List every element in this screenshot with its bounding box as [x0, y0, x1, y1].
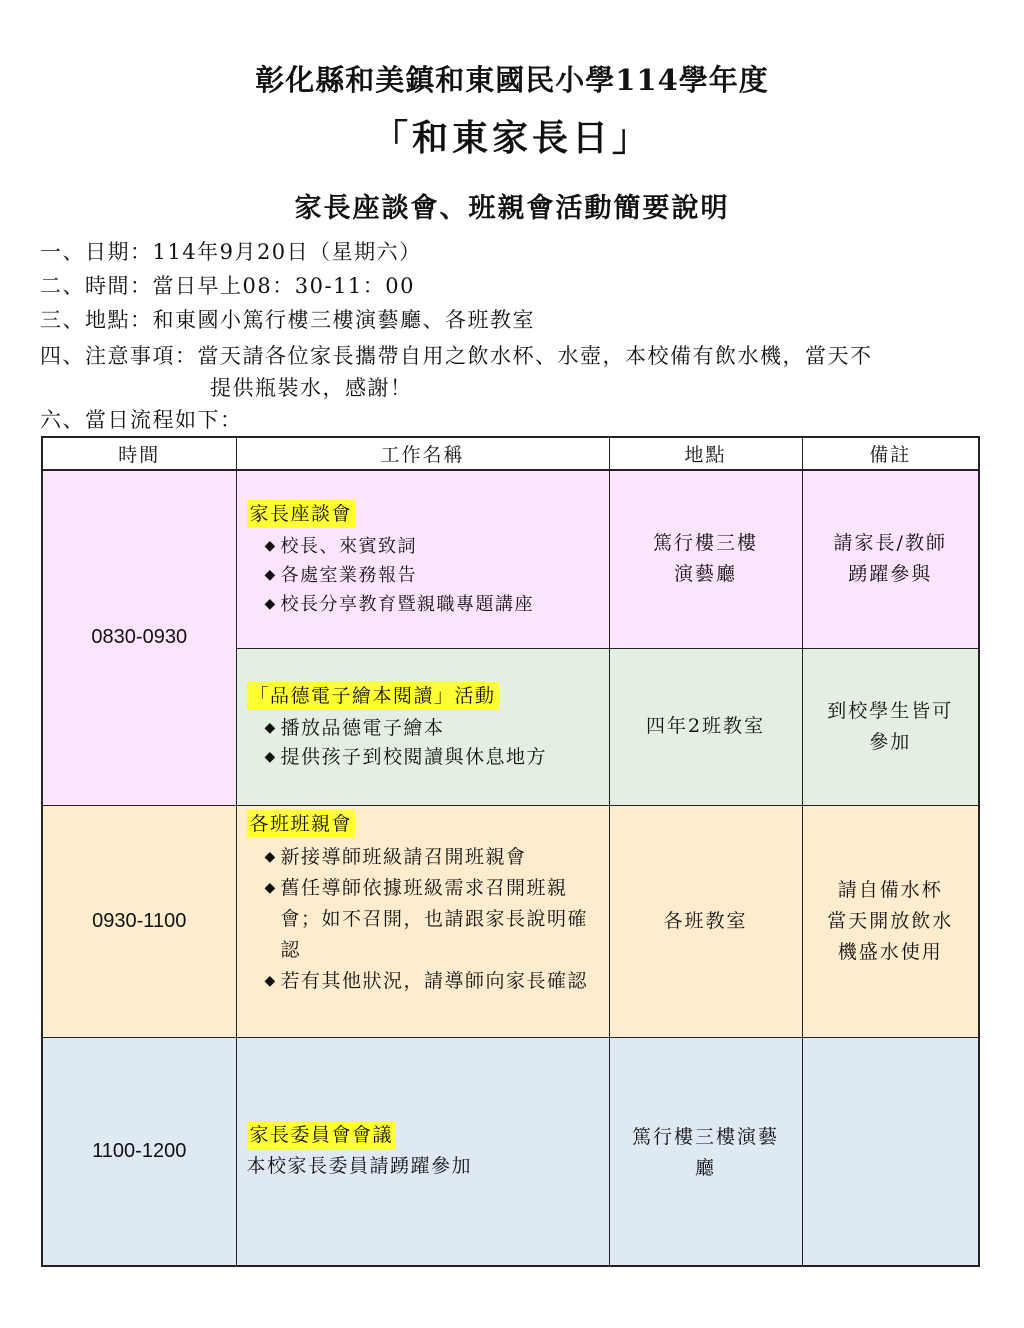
- location-cell: 四年2班教室: [609, 648, 802, 805]
- list-item: ◆ 提供孩子到校閱讀與休息地方: [265, 743, 599, 772]
- time-cell: 0830-0930: [42, 470, 236, 805]
- header-location: 地點: [609, 437, 802, 470]
- task-title: 家長座談會: [247, 500, 356, 528]
- list-item: ◆ 各處室業務報告: [265, 561, 599, 590]
- schedule-table: [41, 436, 980, 1267]
- header-task: 工作名稱: [236, 437, 609, 470]
- table-row: [42, 470, 979, 648]
- diamond-bullet-icon: ◆: [264, 595, 277, 612]
- header-note: 備註: [802, 437, 979, 470]
- location-cell: 篤行樓三樓 演藝廳: [609, 470, 802, 648]
- table-header-row: [42, 437, 979, 470]
- list-item: ◆ 校長分享教育暨親職專題講座: [265, 590, 599, 619]
- task-title: 各班班親會: [247, 810, 356, 838]
- diamond-bullet-icon: ◆: [264, 972, 277, 989]
- header-time: 時間: [42, 437, 236, 470]
- list-item: ◆ 播放品德電子繪本: [265, 714, 599, 743]
- info-flow-heading: 六、當日流程如下：: [40, 408, 243, 432]
- note-cell: 到校學生皆可 參加: [802, 648, 979, 805]
- task-cell: [236, 648, 609, 805]
- sub-title: 家長座談會、班親會活動簡要說明: [294, 193, 730, 224]
- note-cell: 請自備水杯 當天開放飲水 機盛水使用: [802, 805, 979, 1037]
- table-row: [42, 805, 979, 1037]
- task-cell: [236, 1037, 609, 1266]
- task-list: [247, 714, 599, 772]
- task-title: 「品德電子繪本閱讀」活動: [247, 682, 499, 710]
- location-cell: 各班教室: [609, 805, 802, 1037]
- list-item: ◆ 若有其他狀況，請導師向家長確認: [265, 966, 599, 997]
- task-title: 家長委員會會議: [247, 1121, 397, 1149]
- list-item: ◆ 新接導師班級請召開班親會: [265, 842, 599, 873]
- task-description: 本校家長委員請踴躍參加: [246, 1155, 473, 1178]
- location-cell: 篤行樓三樓演藝 廳: [609, 1037, 802, 1266]
- diamond-bullet-icon: ◆: [264, 537, 277, 554]
- info-date: 一、日期：114年9月20日（星期六）: [40, 240, 422, 264]
- time-cell: 0930-1100: [42, 805, 236, 1037]
- time-cell: 1100-1200: [42, 1037, 236, 1266]
- list-item: ◆ 校長、來賓致詞: [265, 532, 599, 561]
- event-title: 「和東家長日」: [371, 117, 652, 159]
- diamond-bullet-icon: ◆: [264, 566, 277, 583]
- table-row: [42, 1037, 979, 1266]
- list-item: ◆ 舊任導師依據班級需求召開班親會；如不召開，也請跟家長說明確認: [265, 873, 599, 966]
- task-cell: [236, 470, 609, 648]
- info-notes: 四、注意事項：當天請各位家長攜帶自用之飲水杯、水壺，本校備有飲水機，當天不: [40, 344, 873, 368]
- note-cell: [802, 1037, 979, 1266]
- note-cell: 請家長/教師 踴躍參與: [802, 470, 979, 648]
- school-title: 彰化縣和美鎮和東國民小學114學年度: [255, 63, 769, 97]
- diamond-bullet-icon: ◆: [264, 879, 277, 896]
- info-notes-continued: 提供瓶裝水，感謝！: [210, 376, 413, 400]
- diamond-bullet-icon: ◆: [264, 748, 277, 765]
- task-list: [247, 842, 599, 997]
- task-list: [247, 532, 599, 619]
- info-place: 三、地點：和東國小篤行樓三樓演藝廳、各班教室: [40, 308, 535, 332]
- diamond-bullet-icon: ◆: [264, 719, 277, 736]
- task-cell: [236, 805, 609, 1037]
- info-time: 二、時間：當日早上08：30-11：00: [40, 274, 415, 298]
- diamond-bullet-icon: ◆: [264, 848, 277, 865]
